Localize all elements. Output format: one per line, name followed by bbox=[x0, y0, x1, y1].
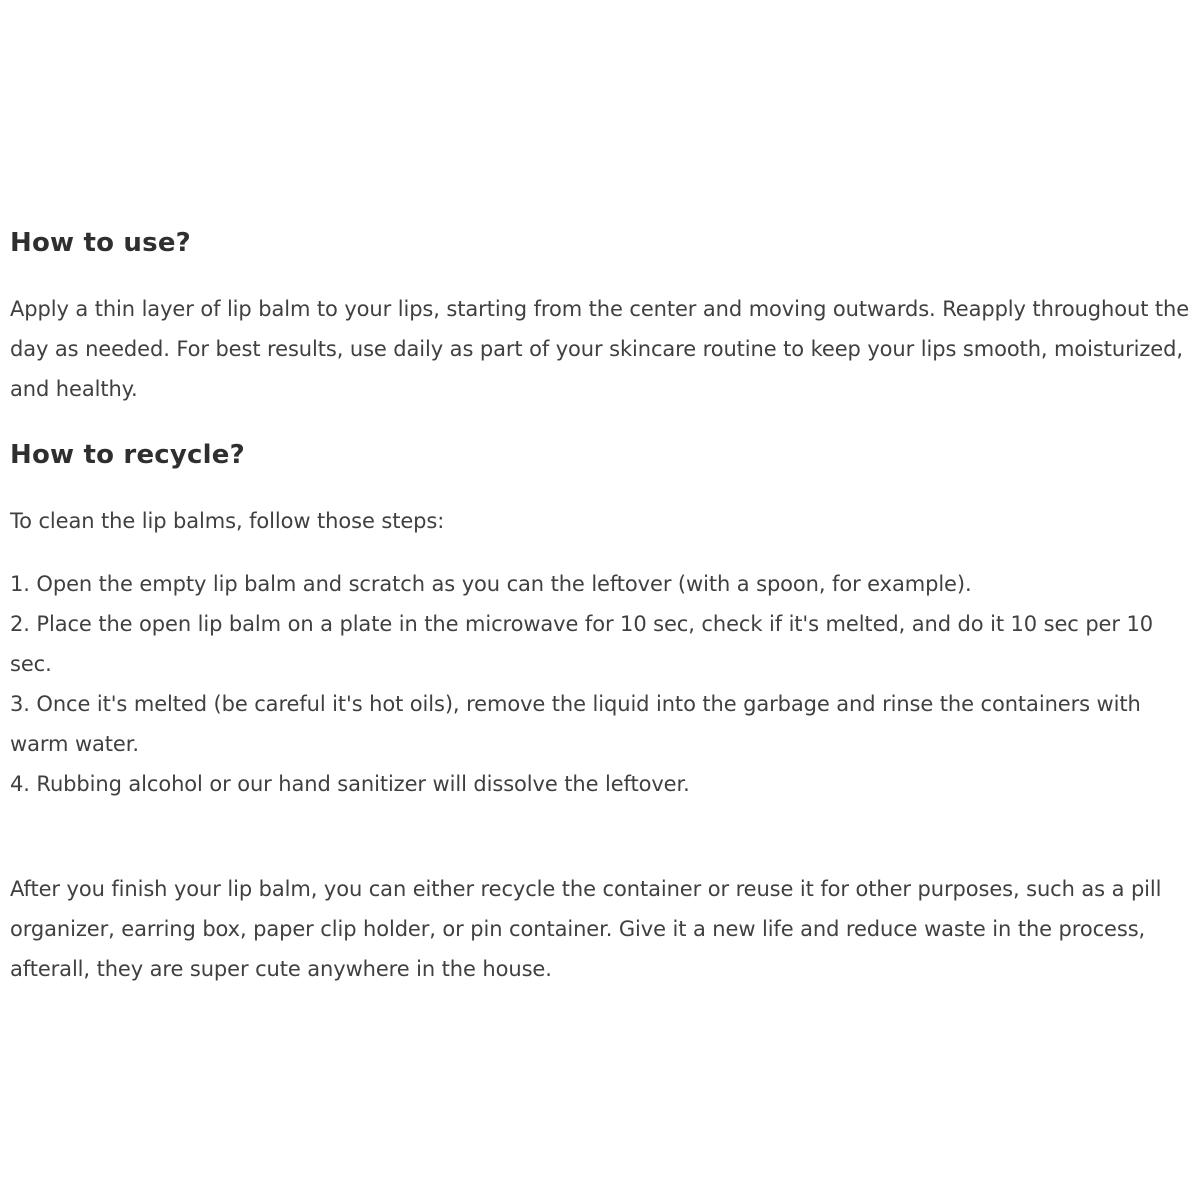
recycle-intro-text: To clean the lip balms, follow those steps: bbox=[10, 509, 445, 533]
recycle-step-2: 2. Place the open lip balm on a plate in the microwave for 10 sec, check if it's melted, and do it 10 sec per 10 sec. bbox=[10, 612, 1154, 676]
reuse-container-text: After you finish your lip balm, you can either recycle the container or reuse it for other purposes, such as a pill organizer, earring box, paper clip holder, or pin container. Give it a new life and reduce waste in the process, afterall, they are super cute anywhere in the house. bbox=[10, 877, 1162, 981]
recycle-step-4: 4. Rubbing alcohol or our hand sanitizer will dissolve the leftover. bbox=[10, 772, 690, 796]
recycle-steps-list bbox=[10, 564, 1196, 804]
product-instructions bbox=[10, 222, 1196, 989]
how-to-use-text: Apply a thin layer of lip balm to your lips, starting from the center and moving outwards. Reapply throughout the day as needed. For best results, use daily as part of your skincare routine to keep your lips smooth, moisturized, and healthy. bbox=[10, 297, 1190, 401]
how-to-use-heading: How to use? bbox=[10, 228, 191, 258]
recycle-step-1: 1. Open the empty lip balm and scratch as you can the leftover (with a spoon, for example). bbox=[10, 572, 972, 596]
recycle-step-3: 3. Once it's melted (be careful it's hot oils), remove the liquid into the garbage and rinse the containers with warm water. bbox=[10, 692, 1141, 756]
how-to-recycle-heading: How to recycle? bbox=[10, 440, 245, 470]
